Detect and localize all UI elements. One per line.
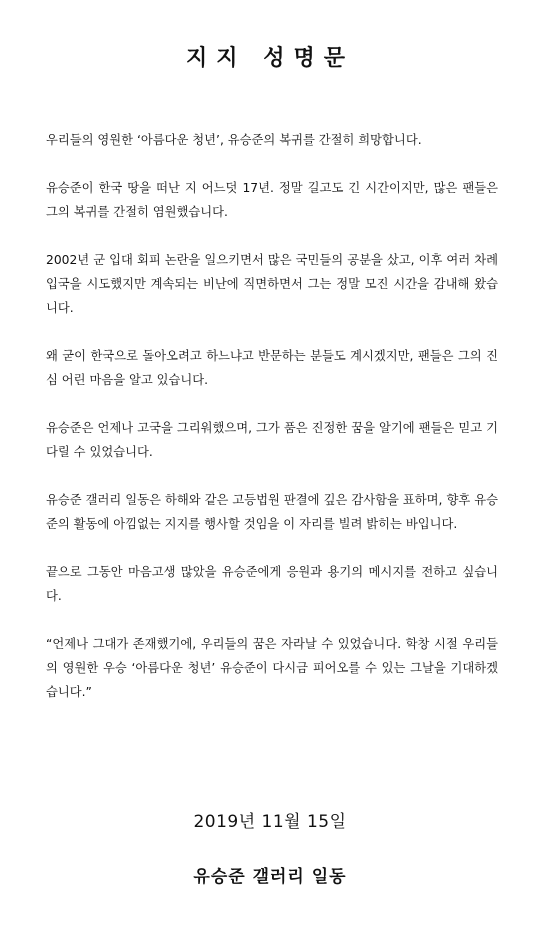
paragraph-1: 우리들의 영원한 ‘아름다운 청년’, 유승준의 복귀를 간절히 희망합니다. (46, 133, 422, 147)
paragraph-3: 2002년 군 입대 회피 논란을 일으키면서 많은 국민들의 공분을 샀고, 이후 여러 차례 입국을 시도했지만 계속되는 비난에 직면하면서 그는 정말 모진 시간을 감내해 왔습니다. (46, 253, 498, 315)
paragraph-5: 유승준은 언제나 고국을 그리워했으며, 그가 품은 진정한 꿈을 알기에 팬들은 믿고 기다릴 수 있었습니다. (46, 421, 498, 459)
document-signature: 유승준 갤러리 일동 (193, 867, 347, 887)
document-body (46, 128, 498, 728)
paragraph-2: 유승준이 한국 땅을 떠난 지 어느덧 17년. 정말 길고도 긴 시간이지만, 많은 팬들은 그의 복귀를 간절히 염원했습니다. (46, 181, 498, 219)
paragraph-7: 끝으로 그동안 마음고생 많았을 유승준에게 응원과 용기의 메시지를 전하고 싶습니다. (46, 565, 498, 603)
document-date: 2019년 11월 15일 (193, 812, 347, 832)
paragraph-8: “언제나 그대가 존재했기에, 우리들의 꿈은 자라날 수 있었습니다. 학창 시절 우리들의 영원한 우승 ‘아름다운 청년’ 유승준이 다시금 피어오를 수 있는 그날을 기대하겠습니다.” (46, 637, 498, 699)
paragraph-4: 왜 굳이 한국으로 돌아오려고 하느냐고 반문하는 분들도 계시겠지만, 팬들은 그의 진심 어린 마음을 알고 있습니다. (46, 349, 498, 387)
document-title: 지지 성명문 (186, 46, 354, 71)
paragraph-6: 유승준 갤러리 일동은 하해와 같은 고등법원 판결에 깊은 감사함을 표하며, 향후 유승준의 활동에 아낌없는 지지를 행사할 것임을 이 자리를 빌려 밝히는 바입니다. (46, 493, 498, 531)
